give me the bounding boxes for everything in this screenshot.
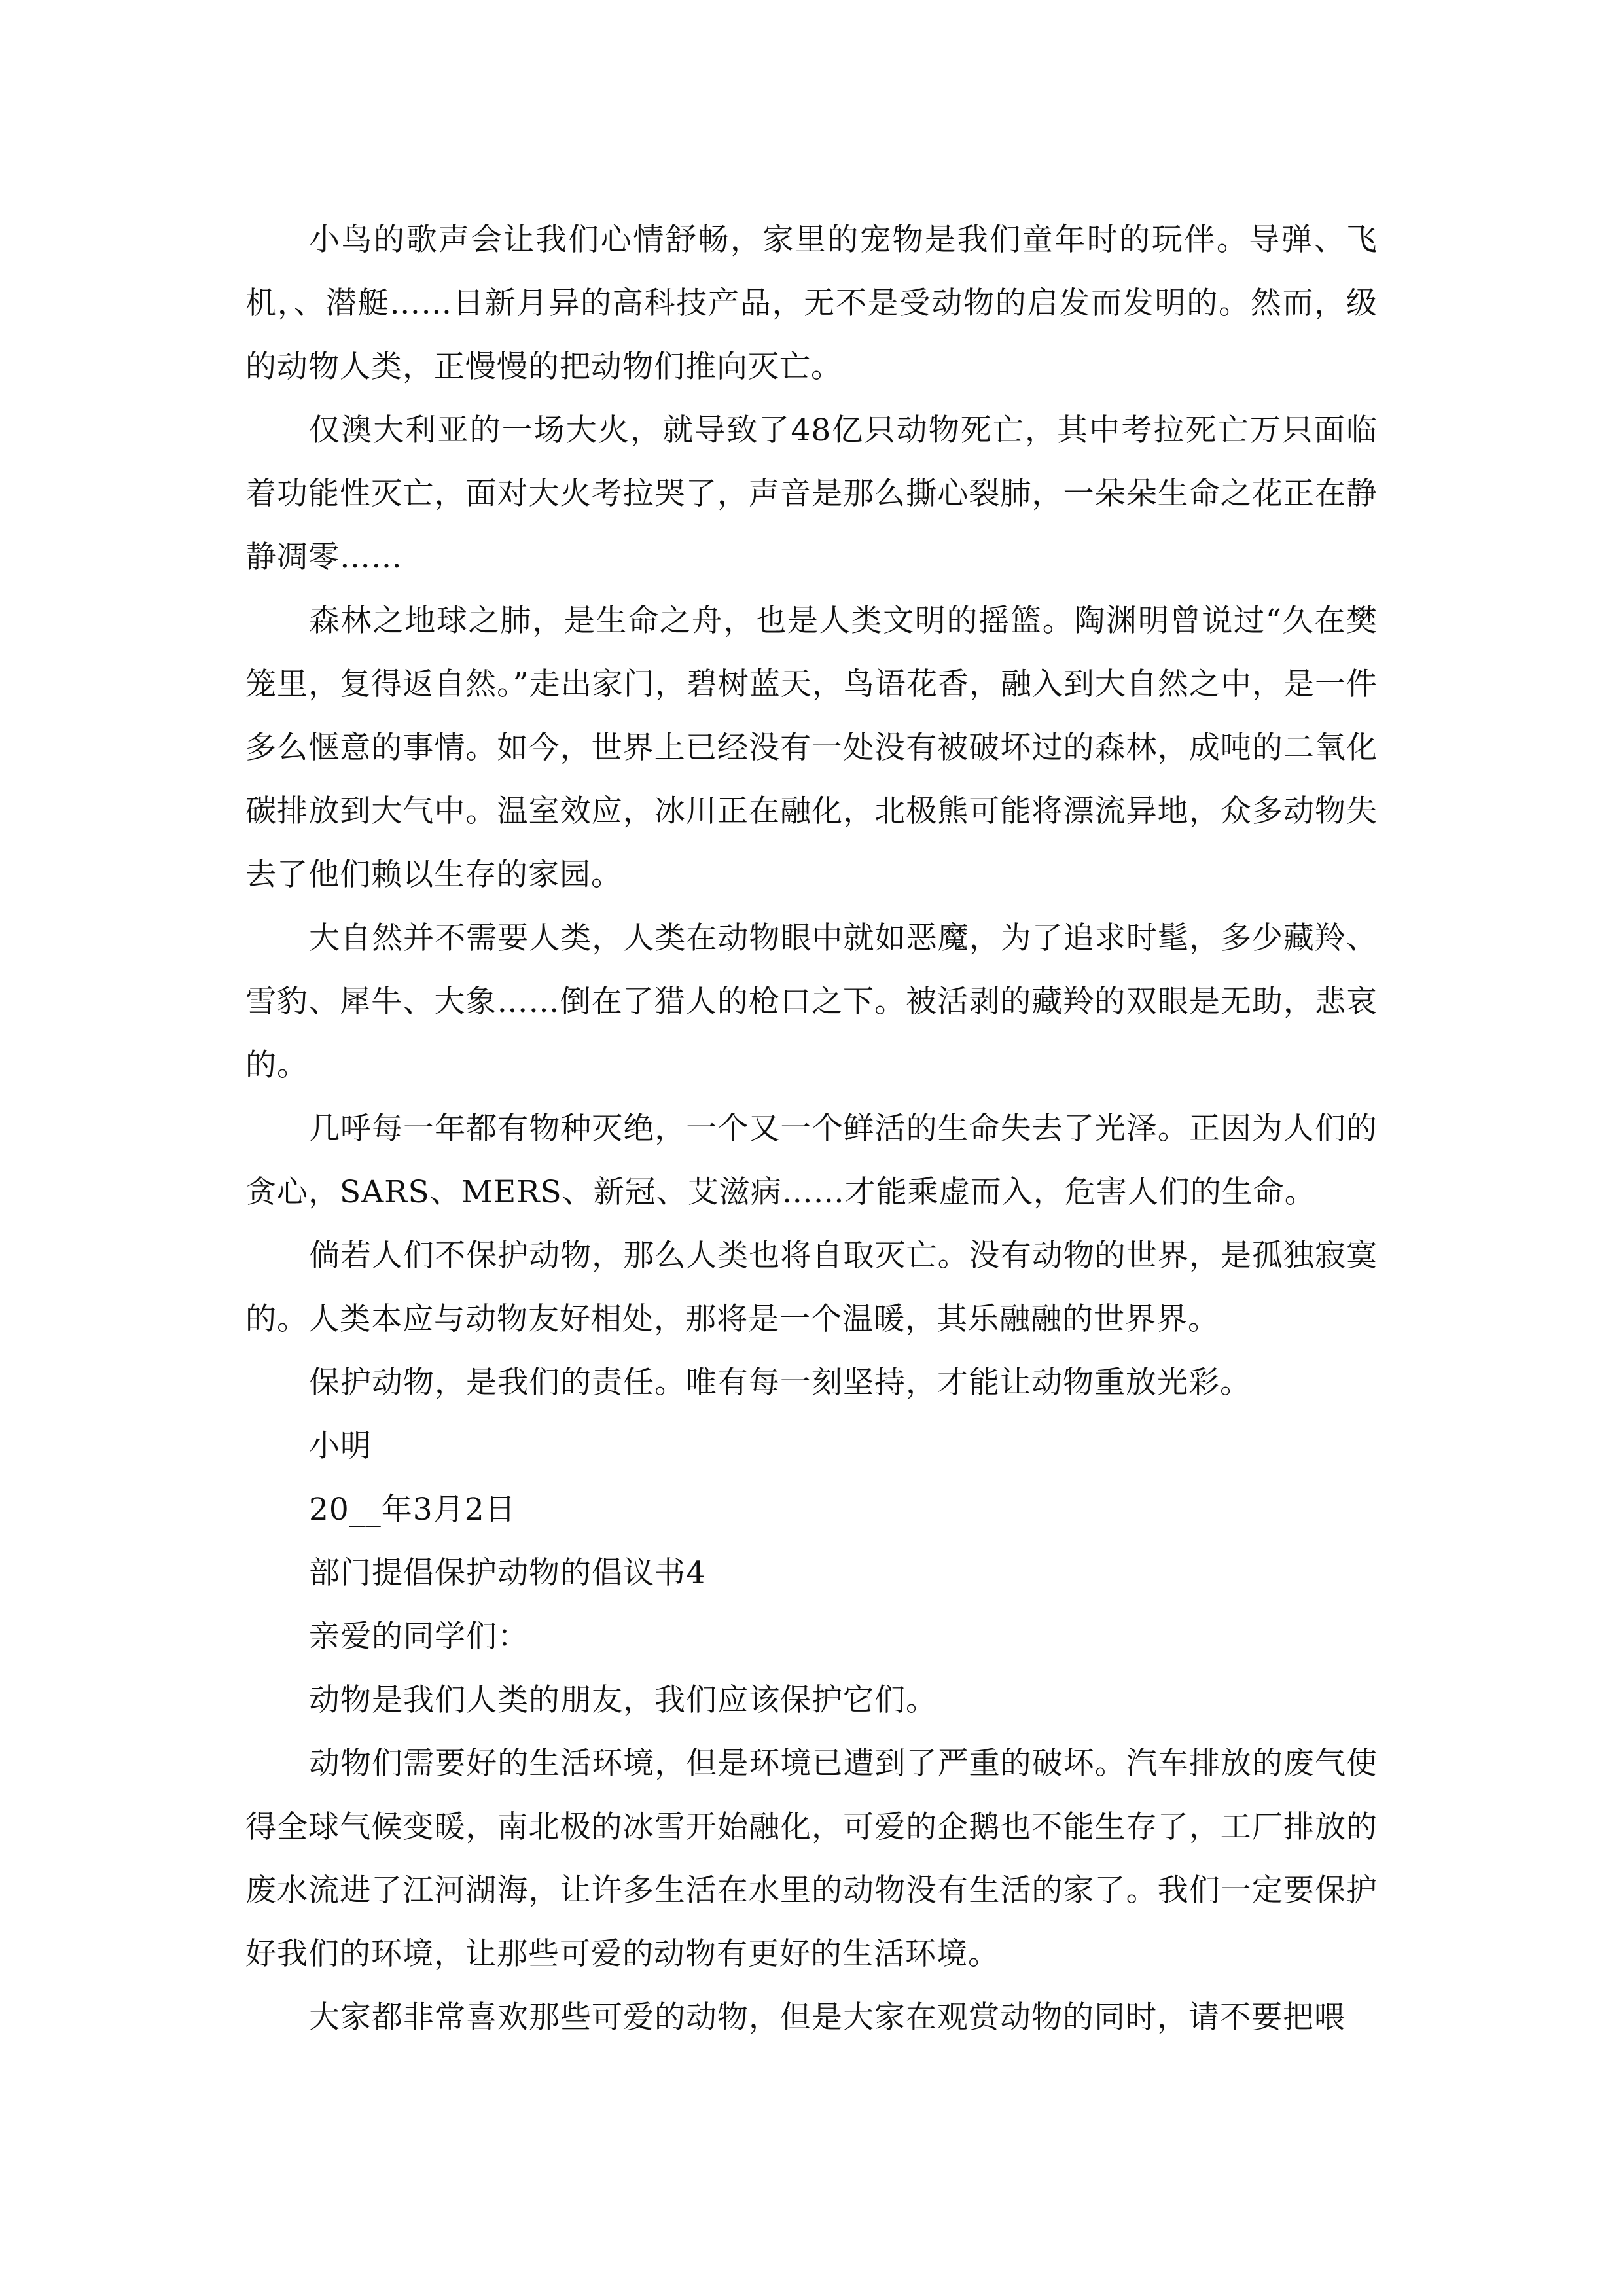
greeting: 亲爱的同学们： [309, 1619, 529, 1655]
paragraph-7: 保护动物，是我们的责任。唯有每一刻坚持，才能让动物重放光彩。 [309, 1365, 1251, 1401]
signature: 小明 [309, 1428, 372, 1464]
paragraph-10: 大家都非常喜欢那些可爱的动物，但是大家在观赏动物的同时，请不要把喂 [309, 2000, 1346, 2036]
paragraph-4: 大自然并不需要人类，人类在动物眼中就如恶魔，为了追求时髦，多少藏羚、雪豹、犀牛、大象……倒在了猎人的枪口之下。被活剥的藏羚的双眼是无助，悲哀的。 [245, 920, 1378, 1083]
section-heading: 部门提倡保护动物的倡议书4 [309, 1555, 706, 1591]
paragraph-9: 动物们需要好的生活环境，但是环境已遭到了严重的破坏。汽车排放的废气使得全球气候变暖，南北极的冰雪开始融化，可爱的企鹅也不能生存了，工厂排放的废水流进了江河湖海，让许多生活在水里的动物没有生活的家了。我们一定要保护好我们的环境，让那些可爱的动物有更好的生活环境。 [245, 1746, 1378, 1972]
paragraph-5: 几呼每一年都有物种灭绝，一个又一个鲜活的生命失去了光泽。正因为人们的贪心，SARS、MERS、新冠、艾滋病……才能乘虚而入，危害人们的生命。 [245, 1111, 1378, 1210]
paragraph-8: 动物是我们人类的朋友，我们应该保护它们。 [309, 1682, 937, 1718]
date: 20__年3月2日 [309, 1492, 516, 1528]
document-page [245, 208, 1378, 2049]
paragraph-1: 小鸟的歌声会让我们心情舒畅，家里的宠物是我们童年时的玩伴。导弹、飞机，、潜艇……日新月异的高科技产品，无不是受动物的启发而发明的。然而，级的动物人类，正慢慢的把动物们推向灭亡。 [245, 222, 1378, 385]
paragraph-2: 仅澳大利亚的一场大火，就导致了48亿只动物死亡，其中考拉死亡万只面临着功能性灭亡，面对大火考拉哭了，声音是那么撕心裂肺，一朵朵生命之花正在静静凋零…… [245, 412, 1378, 575]
paragraph-6: 倘若人们不保护动物，那么人类也将自取灭亡。没有动物的世界，是孤独寂寞的。人类本应与动物友好相处，那将是一个温暖，其乐融融的世界界。 [245, 1238, 1378, 1337]
paragraph-3: 森林之地球之肺，是生命之舟，也是人类文明的摇篮。陶渊明曾说过“久在樊笼里，复得返自然。”走出家门，碧树蓝天，鸟语花香，融入到大自然之中，是一件多么惬意的事情。如今，世界上已经没有一处没有被破坏过的森林，成吨的二氧化碳排放到大气中。温室效应，冰川正在融化，北极熊可能将漂流异地，众多动物失去了他们赖以生存的家园。 [245, 603, 1378, 893]
